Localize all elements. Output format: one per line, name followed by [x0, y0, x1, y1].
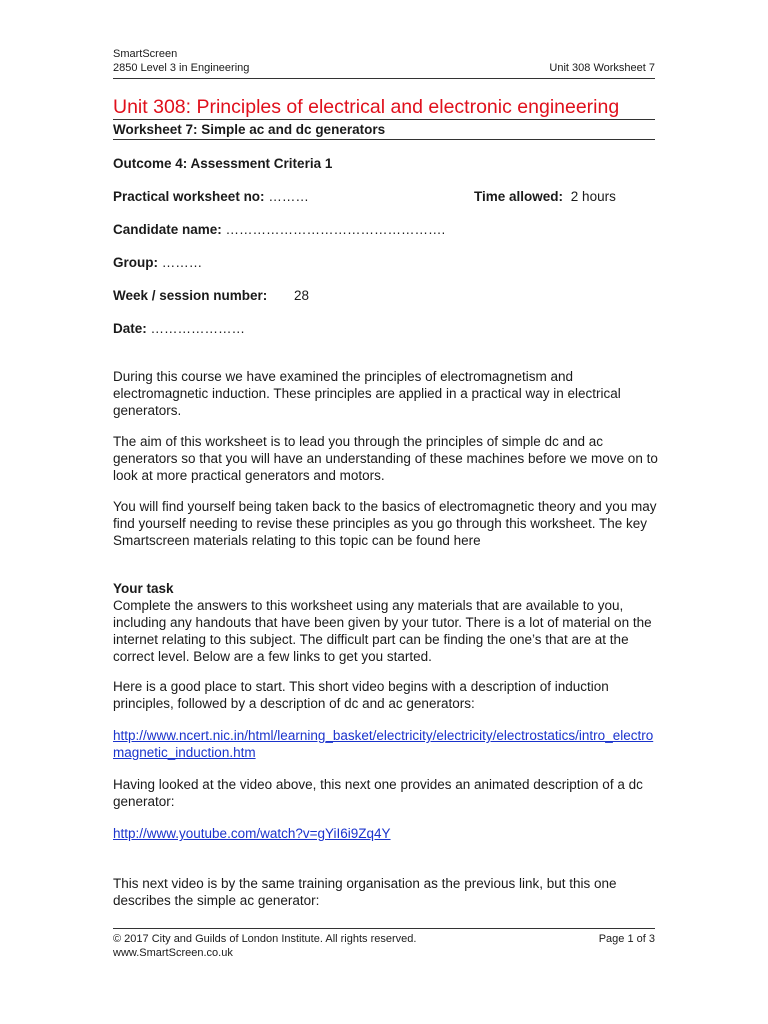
outcome-label: Outcome 4: Assessment Criteria 1 — [113, 156, 333, 171]
aim-paragraph: The aim of this worksheet is to lead you through the principles of simple dc and ac generators so that you will have an understanding of these machines before we move on to look at more practical generators and motors. — [113, 434, 658, 483]
youtube-link-container — [113, 825, 658, 842]
intro-paragraph: During this course we have examined the principles of electromagnetism and electromagnetic induction. These principles are applied in a practical way in electrical generators. — [113, 369, 621, 418]
worksheet-number-value: ……… — [268, 189, 309, 204]
header-divider — [113, 78, 655, 79]
header-org: SmartScreen — [113, 48, 178, 60]
subtitle-divider — [113, 139, 655, 140]
header-course: 2850 Level 3 in Engineering — [113, 62, 250, 74]
dc-video-paragraph: Having looked at the video above, this next one provides an animated description of a dc generator: — [113, 777, 643, 809]
candidate-name-field — [113, 221, 445, 238]
start-paragraph: Here is a good place to start. This short video begins with a description of induction principles, followed by a description of dc and ac generators: — [113, 679, 609, 711]
date-label: Date: — [113, 321, 147, 336]
header-unit-ref: Unit 308 Worksheet 7 — [549, 62, 655, 74]
date-field — [113, 320, 245, 337]
youtube-link[interactable]: http://www.youtube.com/watch?v=gYiI6i9Zq4Y — [113, 826, 391, 841]
footer-divider — [113, 928, 655, 929]
time-allowed-label: Time allowed: — [474, 189, 564, 204]
theory-paragraph: You will find yourself being taken back to the basics of electromagnetic theory and you may find yourself needing to revise these principles as you go through this worksheet. The key Smartscreen materials relating to this topic can be found here — [113, 499, 657, 548]
footer-page-number: Page 1 of 3 — [598, 933, 655, 945]
candidate-name-label: Candidate name: — [113, 222, 222, 237]
ac-video-paragraph: This next video is by the same training organisation as the previous link, but this one describes the simple ac generator: — [113, 876, 617, 908]
time-allowed-value: 2 hours — [570, 189, 616, 204]
footer-copyright: © 2017 City and Guilds of London Institute. All rights reserved. — [113, 933, 417, 945]
ncert-link-container — [113, 727, 655, 761]
page-header — [113, 47, 655, 75]
week-session-value: 28 — [294, 288, 310, 303]
week-session-label: Week / session number: — [113, 288, 268, 303]
task-heading: Your task — [113, 581, 174, 596]
outcome-heading — [113, 155, 332, 172]
title-divider — [113, 119, 655, 120]
worksheet-number-field — [113, 188, 309, 205]
document-page — [113, 0, 658, 1024]
document-subtitle: Worksheet 7: Simple ac and dc generators — [113, 122, 386, 137]
time-allowed-field — [474, 188, 616, 205]
group-field — [113, 254, 202, 271]
candidate-name-value: …………………………………………. — [225, 222, 446, 237]
week-session-field — [113, 287, 310, 304]
group-label: Group: — [113, 255, 158, 270]
document-title: Unit 308: Principles of electrical and electronic engineering — [113, 96, 620, 118]
worksheet-number-label: Practical worksheet no: — [113, 189, 265, 204]
footer-website: www.SmartScreen.co.uk — [113, 947, 233, 959]
page-footer — [113, 932, 655, 960]
ncert-link[interactable]: http://www.ncert.nic.in/html/learning_basket/electricity/electricity/electrostatics/intro_electromagnetic_induction.htm — [113, 728, 654, 760]
group-value: ……… — [161, 255, 203, 270]
task-paragraph: Complete the answers to this worksheet using any materials that are available to you, including any handouts that have been given by your tutor. There is a lot of material on the internet relating to this subject. The difficult part can be finding the one’s that are at the correct level. Below are a few links to get you started. — [113, 598, 652, 664]
date-value: ………………… — [150, 321, 246, 336]
